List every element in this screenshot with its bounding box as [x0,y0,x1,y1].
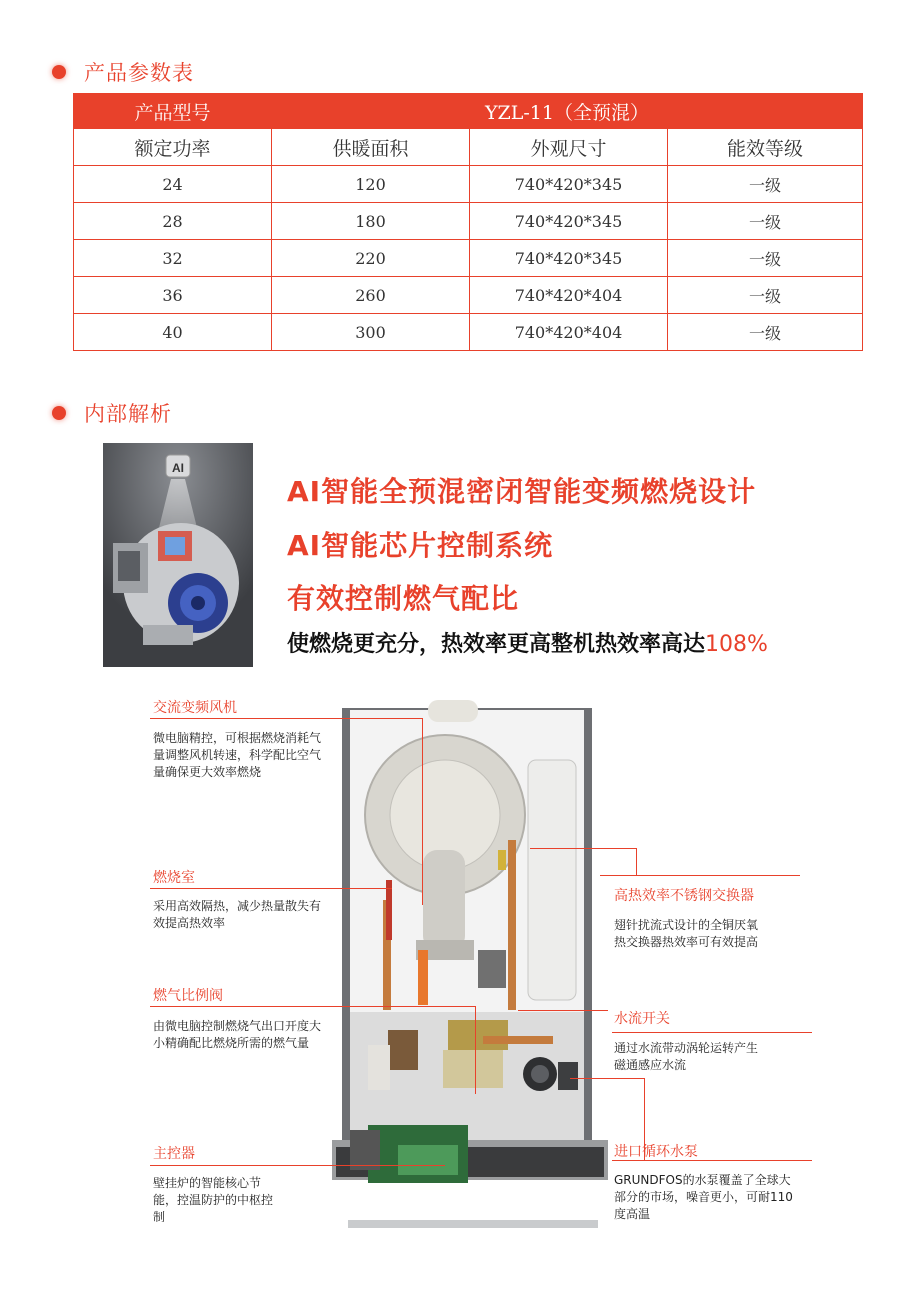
callout-line-exchanger [636,848,637,875]
table-cell: 740*420*345 [470,166,668,203]
table-row [74,240,863,277]
table-header-row [74,94,863,129]
callout-line-valve [475,1006,476,1094]
table-cell: 260 [272,277,470,314]
section-heading-params [52,57,194,87]
column-header: 供暖面积 [272,129,470,166]
table-row [74,203,863,240]
callout-line-fan [422,718,423,905]
bullet-dot-icon [52,65,66,79]
table-cell: 一级 [668,203,863,240]
table-cell: 一级 [668,314,863,351]
callout-desc-controller: 壁挂炉的智能核心节能，控温防护的中枢控制 [153,1176,274,1224]
callout-desc-switch: 通过水流带动涡轮运转产生磁通感应水流 [614,1041,759,1072]
callout-line-exchanger [600,875,800,876]
table-cell: 28 [74,203,272,240]
callout-desc-valve: 由微电脑控制燃烧气出口开度大小精确配比燃烧所需的燃气量 [153,1019,322,1050]
boiler-interior-illustration [328,700,608,1230]
spec-table [73,93,863,351]
feature-headline: AI智能芯片控制系统 [287,529,554,562]
table-cell: 32 [74,240,272,277]
table-cell: 300 [272,314,470,351]
callout-title-exchanger: 高热效率不锈钢交换器 [614,888,754,904]
table-cell: 220 [272,240,470,277]
fan-illustration [103,443,253,667]
callout-line-valve [150,1006,475,1007]
boiler-diagram [328,700,608,1230]
table-column-headers [74,129,863,166]
table-cell: 740*420*345 [470,240,668,277]
callout-title-chamber: 燃烧室 [153,870,195,886]
callout-desc-pump: GRUNDFOS的水泵覆盖了全球大部分的市场，噪音更小，可耐110度高温 [614,1173,793,1221]
table-cell: 一级 [668,166,863,203]
section-heading-internal [52,398,172,428]
table-row [74,314,863,351]
callout-desc-fan: 微电脑精控，可根据燃烧消耗气量调整风机转速，科学配比空气量确保更大效率燃烧 [153,731,322,779]
callout-title-controller: 主控器 [153,1146,195,1162]
bullet-dot-icon [52,406,66,420]
callout-line-switch [518,1010,608,1011]
model-label: 产品型号 [74,94,272,129]
section-title: 产品参数表 [84,61,194,85]
efficiency-value: 108% [705,632,768,657]
table-cell: 740*420*345 [470,203,668,240]
callout-line-pump [570,1078,644,1079]
table-cell: 一级 [668,240,863,277]
callout-line-fan [150,718,422,719]
summary-text: 使燃烧更充分，热效率更高整机热效率高达 [287,632,706,657]
table-cell: 40 [74,314,272,351]
callout-title-switch: 水流开关 [614,1011,670,1027]
callout-title-fan: 交流变频风机 [153,700,237,716]
feature-headline: AI智能全预混密闭智能变频燃烧设计 [287,475,757,508]
table-row [74,277,863,314]
callout-title-valve: 燃气比例阀 [153,988,223,1004]
section-title: 内部解析 [84,402,172,426]
table-cell: 24 [74,166,272,203]
column-header: 额定功率 [74,129,272,166]
table-cell: 一级 [668,277,863,314]
callout-line-switch [612,1032,812,1033]
callout-desc-chamber: 采用高效隔热，减少热量散失有效提高热效率 [153,899,322,930]
table-cell: 180 [272,203,470,240]
table-cell: 36 [74,277,272,314]
callout-line-chamber [150,888,392,889]
ai-chip-badge: AI [172,461,184,475]
table-cell: 740*420*404 [470,314,668,351]
callout-line-controller [150,1165,445,1166]
callout-title-pump: 进口循环水泵 [614,1144,698,1160]
feature-headline: 有效控制燃气配比 [287,582,520,615]
column-header: 外观尺寸 [470,129,668,166]
callout-line-exchanger [530,848,636,849]
column-header: 能效等级 [668,129,863,166]
efficiency-summary [287,627,768,658]
table-row [74,166,863,203]
callout-desc-exchanger: 翅针扰流式设计的全铜厌氧热交换器热效率可有效提高 [614,918,759,949]
model-value: YZL-11（全预混） [272,94,863,129]
burner-fan-photo [103,443,253,667]
table-cell: 120 [272,166,470,203]
table-cell: 740*420*404 [470,277,668,314]
